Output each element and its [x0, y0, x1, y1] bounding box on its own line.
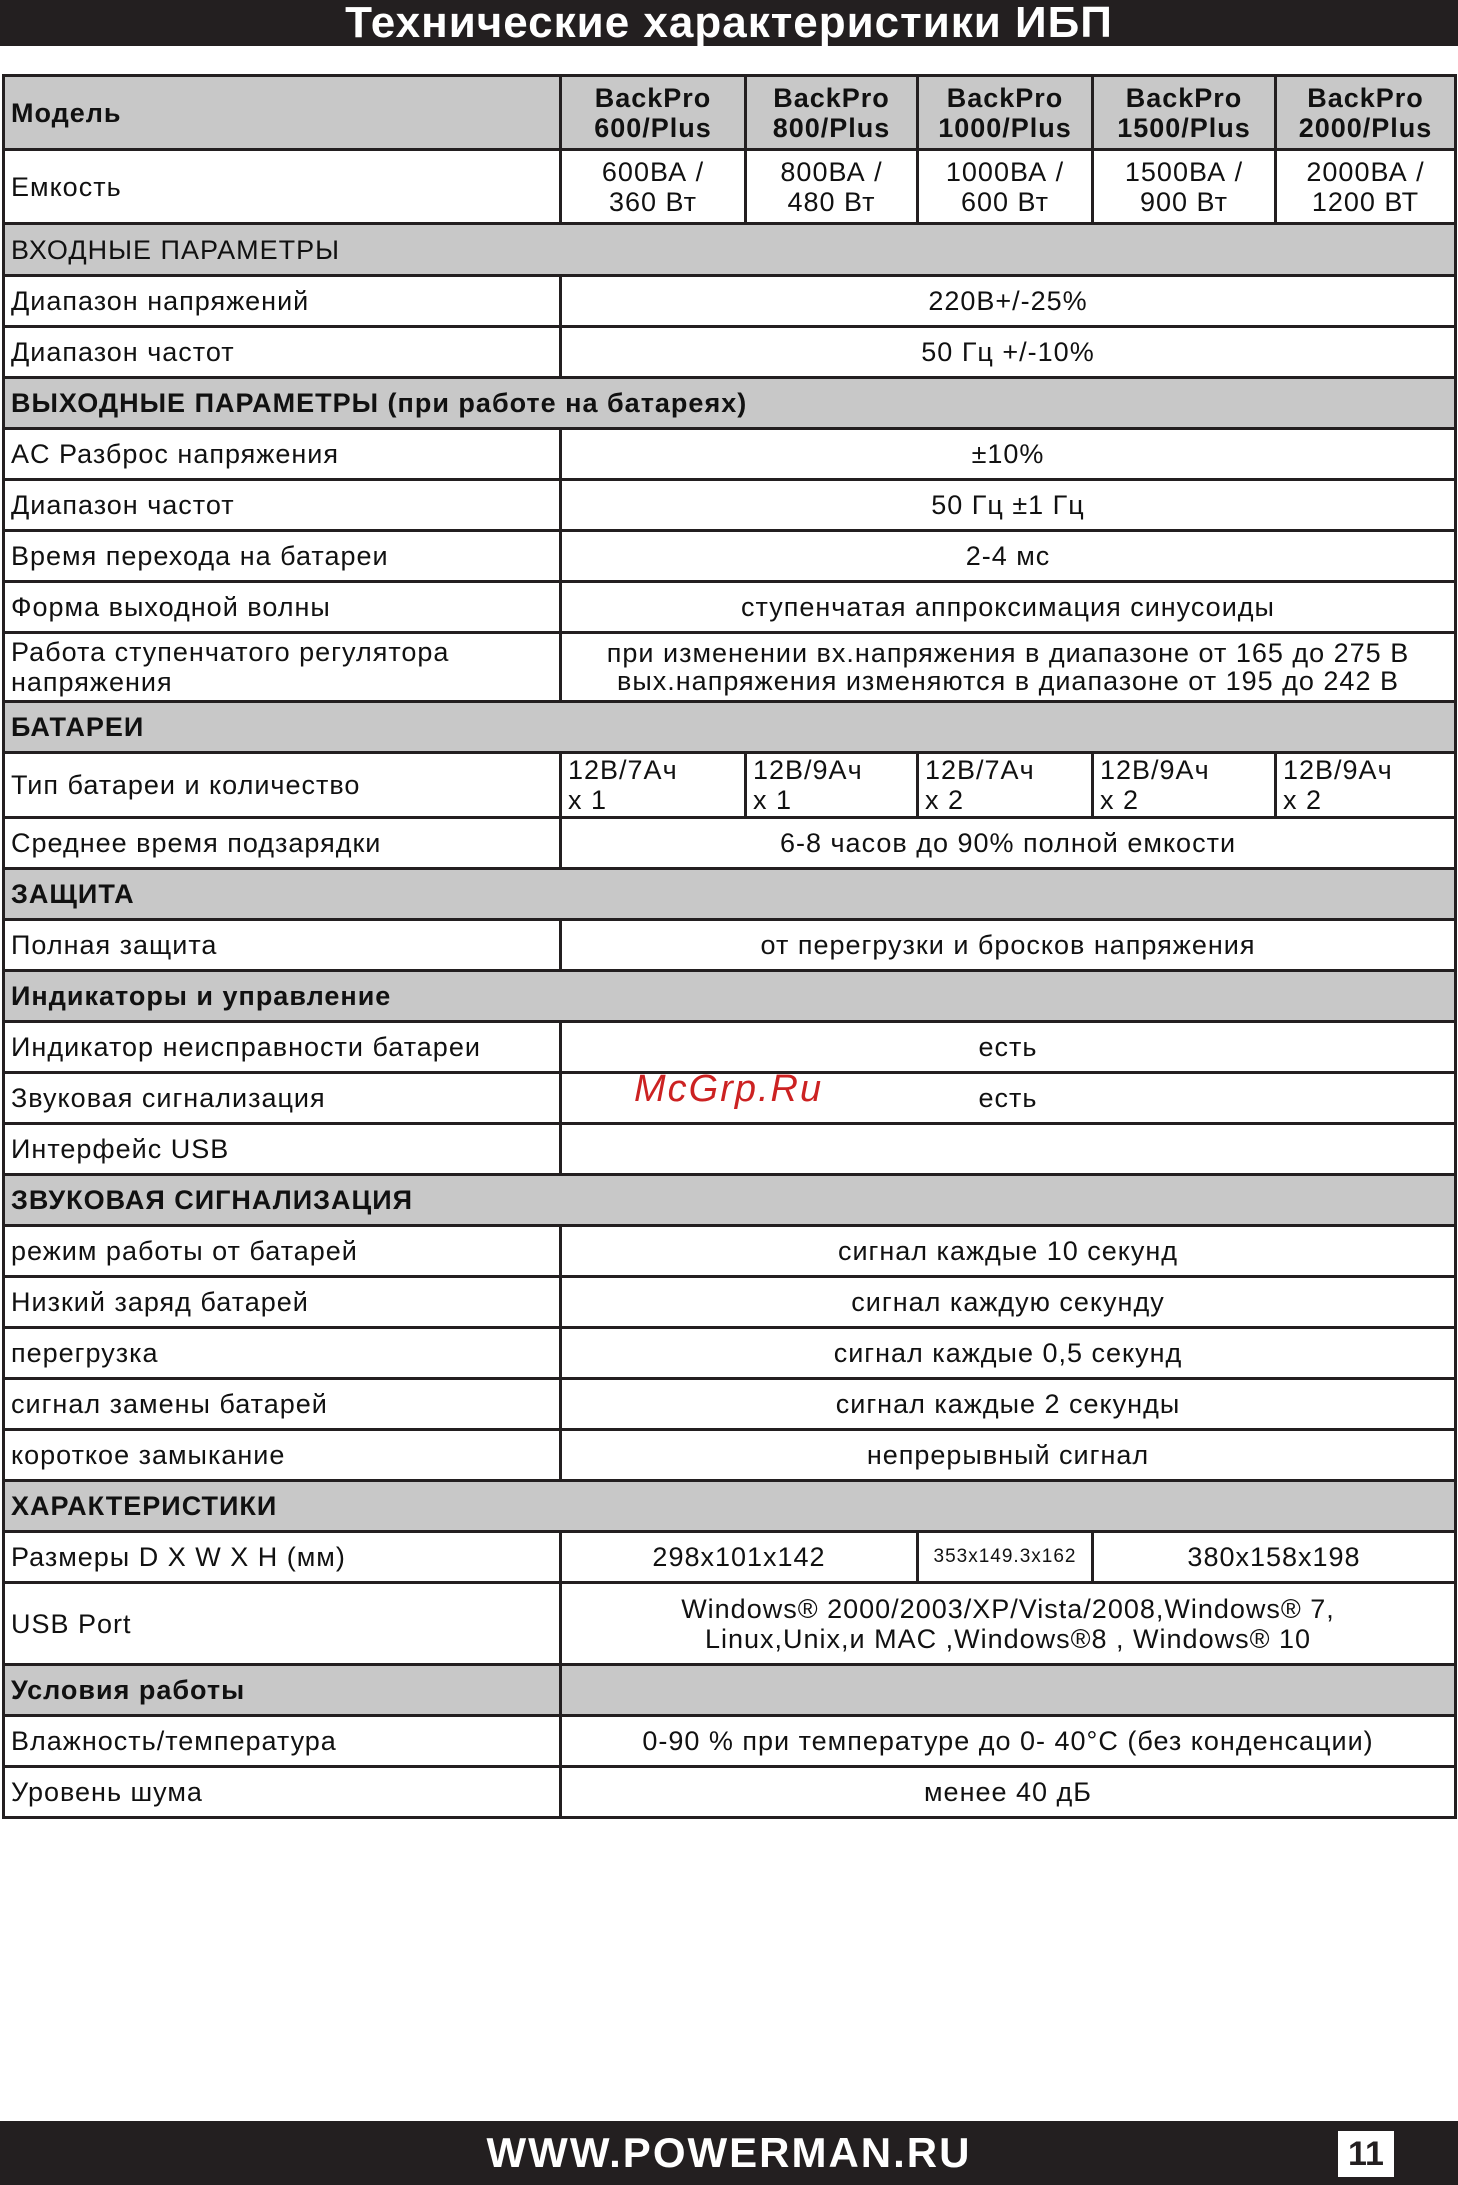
row-label: Форма выходной волны — [4, 582, 561, 633]
row-value: 6-8 часов до 90% полной емкости — [561, 818, 1456, 869]
row-value: есть — [561, 1073, 1456, 1124]
table-row — [4, 633, 1456, 702]
model-cell: BackPro 800/Plus — [746, 76, 918, 150]
row-value: сигнал каждые 0,5 секунд — [561, 1328, 1456, 1379]
row-value: сигнал каждые 10 секунд — [561, 1226, 1456, 1277]
row-value: 50 Гц +/-10% — [561, 327, 1456, 378]
section-row — [4, 869, 1456, 920]
section-indicators: Индикаторы и управление — [4, 971, 1456, 1022]
row-label: Полная защита — [4, 920, 561, 971]
row-value: 2-4 мс — [561, 531, 1456, 582]
size-cell: 380x158x198 — [1093, 1532, 1456, 1583]
table-row — [4, 1716, 1456, 1767]
table-row — [4, 480, 1456, 531]
battery-cell: 12В/9Ач х 2 — [1093, 753, 1276, 818]
capacity-cell: 2000ВА / 1200 ВТ — [1276, 150, 1456, 224]
table-row — [4, 276, 1456, 327]
row-label: Индикатор неисправности батареи — [4, 1022, 561, 1073]
table-row — [4, 582, 1456, 633]
row-value: 50 Гц ±1 Гц — [561, 480, 1456, 531]
section-row — [4, 378, 1456, 429]
battery-cell: 12В/7Ач х 2 — [918, 753, 1093, 818]
row-label: перегрузка — [4, 1328, 561, 1379]
table-row — [4, 1124, 1456, 1175]
table-row — [4, 1277, 1456, 1328]
row-label: Диапазон частот — [4, 480, 561, 531]
footer — [0, 2121, 1458, 2185]
row-label: Размеры D X W X H (мм) — [4, 1532, 561, 1583]
section-battery: БАТАРЕИ — [4, 702, 1456, 753]
table-row — [4, 1022, 1456, 1073]
row-value: от перегрузки и бросков напряжения — [561, 920, 1456, 971]
row-label: Время перехода на батареи — [4, 531, 561, 582]
model-label: Модель — [4, 76, 561, 150]
table-row — [4, 1767, 1456, 1818]
capacity-row — [4, 150, 1456, 224]
table-row — [4, 1226, 1456, 1277]
page-number: 11 — [1338, 2131, 1394, 2177]
row-label: Звуковая сигнализация — [4, 1073, 561, 1124]
watermark: McGrp.Ru — [634, 1068, 824, 1110]
row-label: Диапазон частот — [4, 327, 561, 378]
size-cell: 298x101x142 — [561, 1532, 918, 1583]
battery-cell: 12В/7Ач х 1 — [561, 753, 746, 818]
row-value: сигнал каждые 2 секунды — [561, 1379, 1456, 1430]
row-label: AC Разброс напряжения — [4, 429, 561, 480]
table-row — [4, 1379, 1456, 1430]
capacity-cell: 600ВА / 360 Вт — [561, 150, 746, 224]
row-label: Уровень шума — [4, 1767, 561, 1818]
row-label: Работа ступенчатого регулятора напряжения — [4, 633, 561, 702]
section-input: ВХОДНЫЕ ПАРАМЕТРЫ — [4, 224, 1456, 276]
model-cell: BackPro 600/Plus — [561, 76, 746, 150]
table-row — [4, 1430, 1456, 1481]
section-row — [4, 702, 1456, 753]
capacity-cell: 800ВА / 480 Вт — [746, 150, 918, 224]
row-value: 0-90 % при температуре до 0- 40°C (без конденсации) — [561, 1716, 1456, 1767]
row-value: непрерывный сигнал — [561, 1430, 1456, 1481]
battery-cell: 12В/9Ач х 2 — [1276, 753, 1456, 818]
row-value: менее 40 дБ — [561, 1767, 1456, 1818]
section-filler — [561, 1665, 1456, 1716]
model-row — [4, 76, 1456, 150]
spec-table — [2, 74, 1457, 1819]
row-label: Тип батареи и количество — [4, 753, 561, 818]
section-output: ВЫХОДНЫЕ ПАРАМЕТРЫ (при работе на батареях) — [4, 378, 1456, 429]
table-row — [4, 1532, 1456, 1583]
model-cell: BackPro 1000/Plus — [918, 76, 1093, 150]
battery-cell: 12В/9Ач х 1 — [746, 753, 918, 818]
section-row — [4, 971, 1456, 1022]
row-label: сигнал замены батарей — [4, 1379, 561, 1430]
model-cell: BackPro 2000/Plus — [1276, 76, 1456, 150]
row-value: сигнал каждую секунду — [561, 1277, 1456, 1328]
row-value: ступенчатая аппроксимация синусоиды — [561, 582, 1456, 633]
row-value: Windows® 2000/2003/XP/Vista/2008,Windows® 7, Linux,Unix,и MAC ,Windows®8 , Windows® 10 — [561, 1583, 1456, 1665]
table-row — [4, 327, 1456, 378]
section-alarm: ЗВУКОВАЯ СИГНАЛИЗАЦИЯ — [4, 1175, 1456, 1226]
table-row — [4, 818, 1456, 869]
section-characteristics: ХАРАКТЕРИСТИКИ — [4, 1481, 1456, 1532]
row-value: 220В+/-25% — [561, 276, 1456, 327]
footer-url: WWW.POWERMAN.RU — [486, 2129, 972, 2176]
table-row — [4, 753, 1456, 818]
section-row — [4, 1175, 1456, 1226]
row-value: есть — [561, 1022, 1456, 1073]
capacity-label: Емкость — [4, 150, 561, 224]
row-label: короткое замыкание — [4, 1430, 561, 1481]
row-label: Интерфейс USB — [4, 1124, 561, 1175]
row-label: Влажность/температура — [4, 1716, 561, 1767]
table-row — [4, 429, 1456, 480]
size-cell: 353x149.3x162 — [918, 1532, 1093, 1583]
section-protection: ЗАЩИТА — [4, 869, 1456, 920]
capacity-cell: 1500ВА / 900 Вт — [1093, 150, 1276, 224]
row-label: режим работы от батарей — [4, 1226, 561, 1277]
row-label: Диапазон напряжений — [4, 276, 561, 327]
row-value: ±10% — [561, 429, 1456, 480]
table-row — [4, 531, 1456, 582]
table-row — [4, 920, 1456, 971]
section-row — [4, 1665, 1456, 1716]
section-row — [4, 1481, 1456, 1532]
row-value — [561, 1124, 1456, 1175]
model-cell: BackPro 1500/Plus — [1093, 76, 1276, 150]
section-conditions: Условия работы — [4, 1665, 561, 1716]
row-value: при изменении вх.напряжения в диапазоне от 165 до 275 В вых.напряжения изменяются в диапазоне от 195 до 242 В — [561, 633, 1456, 702]
page-title: Технические характеристики ИБП — [0, 0, 1458, 46]
table-row — [4, 1328, 1456, 1379]
row-label: USB Port — [4, 1583, 561, 1665]
table-row — [4, 1583, 1456, 1665]
row-label: Низкий заряд батарей — [4, 1277, 561, 1328]
row-label: Среднее время подзарядки — [4, 818, 561, 869]
section-row — [4, 224, 1456, 276]
capacity-cell: 1000ВА / 600 Вт — [918, 150, 1093, 224]
